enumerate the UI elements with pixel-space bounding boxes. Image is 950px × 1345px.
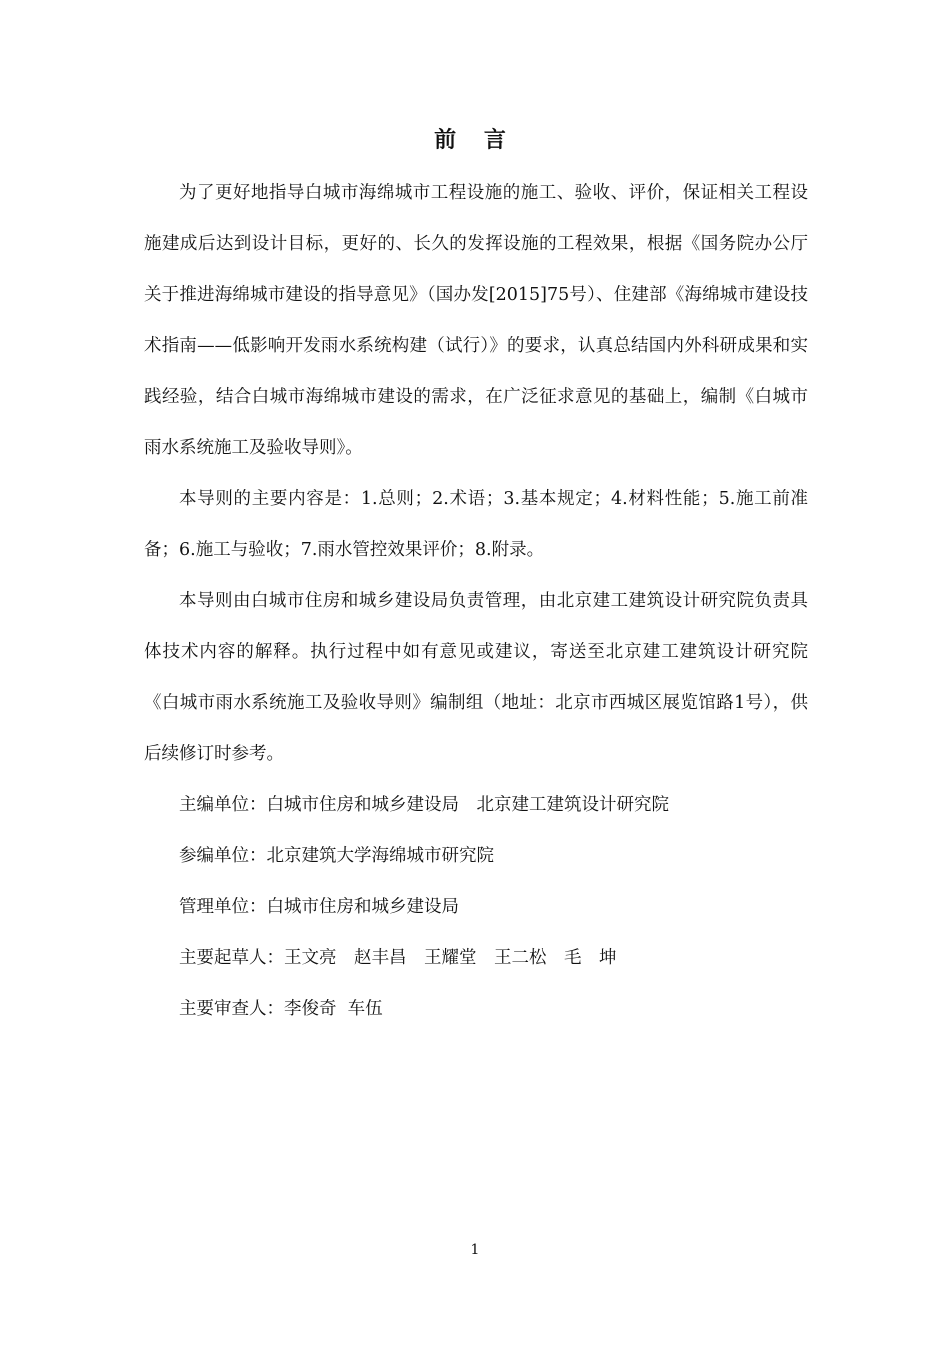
document-body: [144, 168, 808, 1035]
preface-paragraph-contents: 本导则的主要内容是：1.总则；2.术语；3.基本规定；4.材料性能；5.施工前准备；6.施工与验收；7.雨水管控效果评价；8.附录。: [144, 489, 808, 560]
page-title: 前 言: [434, 128, 516, 153]
participating-unit: 参编单位：北京建筑大学海绵城市研究院: [179, 846, 494, 866]
chief-editor-unit: 主编单位：白城市住房和城乡建设局 北京建工建筑设计研究院: [179, 795, 669, 815]
main-reviewers: 主要审查人：李俊奇 车伍: [179, 999, 383, 1019]
preface-paragraph-purpose: 为了更好地指导白城市海绵城市工程设施的施工、验收、评价，保证相关工程设施建成后达到设计目标，更好的、长久的发挥设施的工程效果，根据《国务院办公厅关于推进海绵城市建设的指导意见》（国办发[2015]75号）、住建部《海绵城市建设技术指南——低影响开发雨水系统构建（试行）》的要求，认真总结国内外科研成果和实践经验，结合白城市海绵城市建设的需求，在广泛征求意见的基础上，编制《白城市雨水系统施工及验收导则》。: [144, 183, 808, 458]
page-number: 1: [470, 1242, 480, 1258]
preface-paragraph-management: 本导则由白城市住房和城乡建设局负责管理，由北京建工建筑设计研究院负责具体技术内容的解释。执行过程中如有意见或建议，寄送至北京建工建筑设计研究院《白城市雨水系统施工及验收导则》编制组（地址：北京市西城区展览馆路1号），供后续修订时参考。: [144, 591, 808, 764]
main-drafters: 主要起草人：王文亮 赵丰昌 王耀堂 王二松 毛 坤: [179, 948, 617, 968]
management-unit: 管理单位：白城市住房和城乡建设局: [179, 897, 459, 917]
